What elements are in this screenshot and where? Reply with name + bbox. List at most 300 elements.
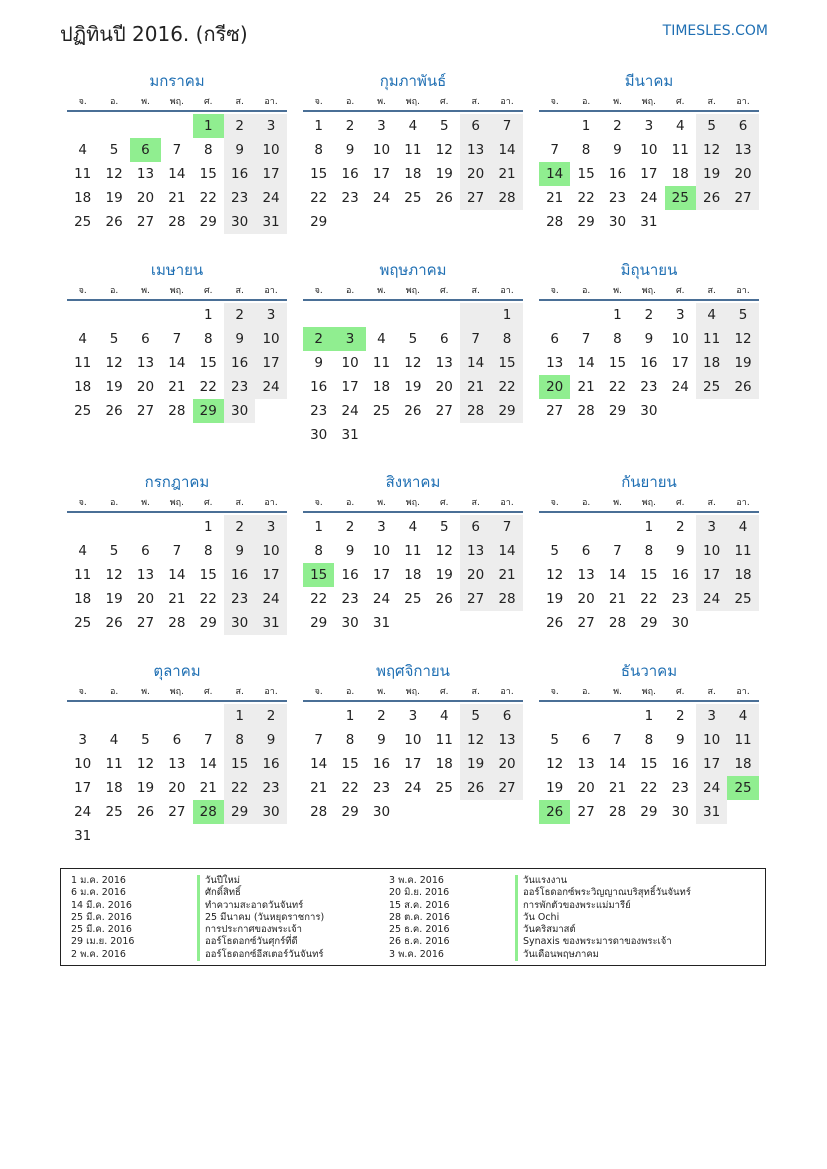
day-cell: 24 <box>255 375 286 399</box>
legend-date: 3 พ.ค. 2016 <box>389 875 444 886</box>
day-cell: 29 <box>341 804 359 820</box>
day-cell: 16 <box>671 756 689 772</box>
day-cell: 31 <box>640 214 658 230</box>
day-cell: 17 <box>640 166 658 182</box>
empty-cell <box>665 210 696 234</box>
day-cell: 4 <box>408 118 418 134</box>
day-cell: 5 <box>109 142 119 158</box>
day-cell: 13 <box>546 355 564 371</box>
day-cell: 25 <box>372 403 391 419</box>
weekday-header <box>303 684 523 702</box>
day-cell: 30 <box>224 210 255 234</box>
legend-row <box>71 912 324 924</box>
legend-row <box>71 949 324 961</box>
day-cell: 25 <box>435 780 453 796</box>
day-cell: 7 <box>491 114 522 138</box>
day-cell: 1 <box>203 307 213 323</box>
day-cell: 16 <box>310 379 328 395</box>
day-cell: 28 <box>546 214 564 230</box>
weekday-label: พ. <box>613 286 622 296</box>
day-cell: 17 <box>404 756 422 772</box>
day-cell: 24 <box>372 591 391 607</box>
empty-cell <box>334 210 365 234</box>
weekday-label: พ. <box>613 687 622 697</box>
day-cell: 25 <box>74 214 92 230</box>
legend-holiday-name: ออร์โธดอกซ์อีสเตอร์วันจันทร์ <box>197 949 323 961</box>
day-cell: 3 <box>255 515 286 539</box>
day-cell: 31 <box>372 615 391 631</box>
weekday-header <box>539 94 759 112</box>
weekday-label: พฤ. <box>405 687 420 697</box>
day-cell: 18 <box>74 379 92 395</box>
weekday-header <box>539 283 759 301</box>
day-cell: 31 <box>255 611 286 635</box>
day-cell: 11 <box>74 355 92 371</box>
day-cell: 19 <box>435 567 453 583</box>
empty-cell <box>539 303 570 327</box>
month-block <box>539 660 759 824</box>
day-cell: 17 <box>255 351 286 375</box>
empty-cell <box>193 824 224 848</box>
day-cell: 5 <box>550 732 559 748</box>
weekday-label: อา. <box>500 687 514 697</box>
day-cell: 7 <box>460 327 491 351</box>
empty-cell <box>570 704 601 728</box>
weekday-label: ส. <box>471 97 480 107</box>
empty-cell <box>193 704 224 728</box>
day-cell: 26 <box>105 214 123 230</box>
empty-cell <box>539 114 570 138</box>
day-cell: 7 <box>550 142 559 158</box>
legend-holiday-name: ทำความสะอาดวันจันทร์ <box>197 900 303 912</box>
empty-cell <box>539 704 570 728</box>
weekday-label: ศ. <box>675 687 685 697</box>
weekday-label: ศ. <box>203 687 213 697</box>
weekday-label: พฤ. <box>641 97 656 107</box>
weekday-label: ส. <box>707 687 716 697</box>
day-cell: 26 <box>460 776 491 800</box>
legend-date: 14 มี.ค. 2016 <box>71 899 132 911</box>
empty-cell <box>161 303 192 327</box>
day-cell: 29 <box>577 214 595 230</box>
legend-date: 25 มี.ค. 2016 <box>71 924 132 936</box>
empty-cell <box>255 399 286 423</box>
day-cell: 20 <box>136 190 155 206</box>
day-cell: 27 <box>136 403 155 419</box>
day-cell: 20 <box>491 752 522 776</box>
day-cell: 18 <box>74 591 92 607</box>
empty-cell <box>491 423 522 447</box>
weekday-label: พฤ. <box>405 498 420 508</box>
legend-holiday-name: 25 มีนาคม (วันหยุดราชการ) <box>197 912 324 924</box>
day-cell: 22 <box>577 190 595 206</box>
day-cell: 14 <box>310 756 328 772</box>
day-cell: 26 <box>546 615 564 631</box>
weekday-label: ส. <box>707 97 716 107</box>
day-cell: 15 <box>608 355 627 371</box>
day-cell: 19 <box>435 166 453 182</box>
legend-holiday-name: ออร์โธดอกซ์พระวิญญาณบริสุทธิ์วันจันทร์ <box>515 887 691 899</box>
day-cell: 24 <box>404 780 422 796</box>
month-block <box>539 70 759 234</box>
weekday-label: อา. <box>736 97 750 107</box>
day-cell: 20 <box>168 780 186 796</box>
legend-holiday-name: วัน Ochi <box>515 912 559 924</box>
day-cell: 12 <box>460 728 491 752</box>
day-cell: 5 <box>109 543 119 559</box>
legend-row <box>389 949 691 961</box>
day-grid <box>303 114 523 234</box>
day-cell: 17 <box>671 355 689 371</box>
day-cell: 1 <box>203 519 213 535</box>
empty-cell <box>397 210 428 234</box>
weekday-label: อา. <box>264 498 278 508</box>
day-cell: 2 <box>675 519 685 535</box>
weekday-header <box>303 283 523 301</box>
day-cell: 21 <box>577 379 595 395</box>
page-title: ปฏิทินปี 2016. (กรีซ) <box>60 22 248 46</box>
day-cell: 13 <box>577 567 595 583</box>
day-cell: 19 <box>460 752 491 776</box>
weekday-label: ส. <box>471 498 480 508</box>
weekday-label: อ. <box>345 286 355 296</box>
day-cell: 12 <box>546 756 564 772</box>
day-cell: 4 <box>727 515 758 539</box>
day-cell: 11 <box>435 732 453 748</box>
day-cell: 2 <box>345 118 355 134</box>
day-cell: 19 <box>105 190 123 206</box>
day-cell: 9 <box>224 539 255 563</box>
weekday-label: ศ. <box>675 286 685 296</box>
day-cell: 26 <box>404 403 422 419</box>
legend-row <box>389 924 691 936</box>
day-cell: 27 <box>168 804 186 820</box>
empty-cell <box>98 303 129 327</box>
day-cell: 22 <box>608 379 627 395</box>
month-name: ตุลาคม <box>153 662 201 680</box>
day-grid <box>539 515 759 635</box>
day-cell: 11 <box>74 166 92 182</box>
day-cell: 1 <box>224 704 255 728</box>
empty-cell <box>570 515 601 539</box>
empty-cell <box>727 399 758 423</box>
empty-cell <box>334 303 365 327</box>
day-cell: 30 <box>224 399 255 423</box>
day-cell: 7 <box>491 515 522 539</box>
empty-cell <box>460 800 491 824</box>
weekday-label: พฤ. <box>405 97 420 107</box>
day-cell: 13 <box>460 138 491 162</box>
day-cell: 10 <box>404 732 422 748</box>
day-cell: 11 <box>105 756 123 772</box>
day-cell: 16 <box>372 756 391 772</box>
day-cell: 21 <box>491 162 522 186</box>
month-block <box>303 259 523 447</box>
day-cell: 24 <box>671 379 689 395</box>
weekday-label: อ. <box>109 286 119 296</box>
day-cell: 23 <box>608 190 627 206</box>
day-cell: 16 <box>224 162 255 186</box>
day-cell: 8 <box>644 732 654 748</box>
day-cell: 29 <box>199 214 217 230</box>
day-cell: 21 <box>199 780 217 796</box>
legend-row <box>389 887 691 899</box>
day-cell: 21 <box>168 379 186 395</box>
day-cell: 18 <box>696 351 727 375</box>
day-cell: 10 <box>696 728 727 752</box>
empty-cell <box>161 114 192 138</box>
day-cell: 27 <box>136 214 155 230</box>
day-cell: 8 <box>203 331 213 347</box>
legend-date: 15 ส.ค. 2016 <box>389 899 450 911</box>
weekday-header <box>67 495 287 513</box>
day-cell: 6 <box>460 515 491 539</box>
day-cell: 29 <box>310 214 328 230</box>
empty-cell <box>98 824 129 848</box>
day-cell: 27 <box>460 587 491 611</box>
day-cell: 25 <box>74 403 92 419</box>
day-cell: 13 <box>136 567 155 583</box>
day-cell: 6 <box>172 732 182 748</box>
empty-cell <box>161 515 192 539</box>
day-cell: 28 <box>491 186 522 210</box>
day-cell: 27 <box>460 186 491 210</box>
day-cell: 1 <box>644 708 654 724</box>
legend-holiday-name: การพักตัวของพระแม่มารีย์ <box>515 900 631 912</box>
day-cell: 6 <box>130 138 161 162</box>
day-cell: 4 <box>78 331 87 347</box>
day-cell: 17 <box>255 563 286 587</box>
empty-cell <box>696 210 727 234</box>
day-cell: 27 <box>435 403 453 419</box>
legend-date: 1 ม.ค. 2016 <box>71 875 126 886</box>
weekday-label: ส. <box>471 687 480 697</box>
legend-date: 6 ม.ค. 2016 <box>71 887 126 899</box>
day-cell: 30 <box>372 804 391 820</box>
legend-holiday-name: การประกาศของพระเจ้า <box>197 924 302 936</box>
weekday-label: จ. <box>550 498 559 508</box>
weekday-label: จ. <box>78 498 87 508</box>
day-cell: 23 <box>671 780 689 796</box>
day-cell: 2 <box>303 327 334 351</box>
day-cell: 8 <box>203 142 213 158</box>
day-grid <box>67 114 287 234</box>
day-cell: 1 <box>644 519 654 535</box>
month-block <box>539 259 759 423</box>
weekday-label: พฤ. <box>641 687 656 697</box>
day-cell: 16 <box>224 563 255 587</box>
day-cell: 31 <box>74 828 92 844</box>
empty-cell <box>161 704 192 728</box>
day-cell: 29 <box>193 399 224 423</box>
empty-cell <box>696 611 727 635</box>
empty-cell <box>255 824 286 848</box>
day-cell: 26 <box>696 186 727 210</box>
legend-column <box>71 875 324 961</box>
day-cell: 18 <box>105 780 123 796</box>
day-cell: 23 <box>255 776 286 800</box>
day-cell: 4 <box>377 331 386 347</box>
day-cell: 21 <box>310 780 328 796</box>
weekday-label: จ. <box>78 286 87 296</box>
weekday-header <box>539 495 759 513</box>
day-cell: 23 <box>372 780 391 796</box>
weekday-label: จ. <box>314 687 323 697</box>
day-cell: 21 <box>168 190 186 206</box>
day-cell: 16 <box>224 351 255 375</box>
weekday-header <box>539 684 759 702</box>
legend-date: 25 มี.ค. 2016 <box>71 911 132 923</box>
empty-cell <box>366 210 397 234</box>
day-cell: 11 <box>727 728 758 752</box>
day-cell: 21 <box>491 563 522 587</box>
weekday-label: พ. <box>377 97 386 107</box>
weekday-label: ส. <box>707 286 716 296</box>
day-cell: 15 <box>640 567 658 583</box>
day-cell: 24 <box>74 804 92 820</box>
day-cell: 16 <box>255 752 286 776</box>
day-cell: 9 <box>377 732 386 748</box>
day-cell: 11 <box>727 539 758 563</box>
day-cell: 9 <box>644 331 654 347</box>
day-grid <box>539 114 759 234</box>
day-cell: 13 <box>727 138 758 162</box>
empty-cell <box>539 515 570 539</box>
day-cell: 18 <box>671 166 689 182</box>
weekday-label: อา. <box>736 498 750 508</box>
day-cell: 8 <box>491 327 522 351</box>
day-cell: 31 <box>696 800 727 824</box>
day-cell: 27 <box>727 186 758 210</box>
legend-holiday-name: Synaxis ของพระมารดาของพระเจ้า <box>515 936 672 948</box>
day-cell: 14 <box>168 567 186 583</box>
weekday-label: พฤ. <box>169 687 184 697</box>
day-cell: 26 <box>435 591 453 607</box>
day-cell: 8 <box>314 543 323 559</box>
day-cell: 18 <box>74 190 92 206</box>
empty-cell <box>67 515 98 539</box>
empty-cell <box>303 303 334 327</box>
empty-cell <box>491 210 522 234</box>
day-cell: 20 <box>460 162 491 186</box>
month-block <box>67 471 287 635</box>
weekday-label: อา. <box>500 286 514 296</box>
day-cell: 26 <box>105 403 123 419</box>
day-cell: 8 <box>581 142 591 158</box>
day-cell: 21 <box>460 375 491 399</box>
month-name: พฤษภาคม <box>379 261 447 279</box>
legend-holiday-name: วันคริสมาสต์ <box>515 924 576 936</box>
weekday-label: ศ. <box>203 286 213 296</box>
weekday-label: อ. <box>581 286 591 296</box>
day-cell: 30 <box>255 800 286 824</box>
day-cell: 3 <box>644 118 654 134</box>
day-cell: 27 <box>577 804 595 820</box>
day-cell: 23 <box>671 591 689 607</box>
weekday-label: อ. <box>109 687 119 697</box>
day-cell: 25 <box>727 776 758 800</box>
day-cell: 23 <box>640 379 658 395</box>
day-cell: 22 <box>199 379 217 395</box>
day-grid <box>303 303 523 447</box>
site-link[interactable]: TIMESLES.COM <box>662 23 768 39</box>
day-cell: 22 <box>310 591 328 607</box>
month-block <box>67 70 287 234</box>
day-cell: 29 <box>640 804 658 820</box>
day-cell: 16 <box>341 166 359 182</box>
empty-cell <box>397 800 428 824</box>
day-cell: 25 <box>696 375 727 399</box>
day-cell: 11 <box>671 142 689 158</box>
day-cell: 28 <box>608 615 627 631</box>
weekday-header <box>67 283 287 301</box>
day-cell: 7 <box>581 331 591 347</box>
empty-cell <box>460 611 491 635</box>
day-grid <box>303 515 523 635</box>
day-cell: 15 <box>224 752 255 776</box>
weekday-label: อ. <box>345 687 355 697</box>
weekday-header <box>67 684 287 702</box>
day-cell: 3 <box>696 704 727 728</box>
day-cell: 25 <box>665 186 696 210</box>
day-cell: 2 <box>224 515 255 539</box>
weekday-label: จ. <box>314 97 323 107</box>
day-cell: 22 <box>640 591 658 607</box>
month-block <box>67 660 287 848</box>
empty-cell <box>130 303 161 327</box>
day-cell: 6 <box>141 331 150 347</box>
weekday-label: อ. <box>109 498 119 508</box>
day-cell: 12 <box>105 567 123 583</box>
day-cell: 18 <box>372 379 391 395</box>
day-cell: 22 <box>199 591 217 607</box>
day-cell: 29 <box>640 615 658 631</box>
weekday-label: พ. <box>613 498 622 508</box>
legend-date: 25 ธ.ค. 2016 <box>389 924 450 936</box>
day-grid <box>303 704 523 824</box>
day-cell: 5 <box>439 118 449 134</box>
day-cell: 29 <box>199 615 217 631</box>
weekday-label: อ. <box>345 97 355 107</box>
day-grid <box>539 704 759 824</box>
day-cell: 13 <box>136 355 155 371</box>
day-cell: 30 <box>671 615 689 631</box>
day-cell: 18 <box>435 756 453 772</box>
empty-cell <box>130 114 161 138</box>
legend-row <box>389 936 691 948</box>
day-cell: 4 <box>675 118 685 134</box>
day-cell: 8 <box>224 728 255 752</box>
month-block <box>303 471 523 635</box>
day-cell: 4 <box>727 704 758 728</box>
day-cell: 9 <box>345 142 355 158</box>
month-name: กุมภาพันธ์ <box>379 72 447 90</box>
legend-date: 3 พ.ค. 2016 <box>389 948 444 960</box>
day-cell: 22 <box>640 780 658 796</box>
day-cell: 15 <box>303 563 334 587</box>
weekday-label: อา. <box>264 687 278 697</box>
day-cell: 6 <box>439 331 449 347</box>
empty-cell <box>366 423 397 447</box>
day-cell: 1 <box>314 118 323 134</box>
day-cell: 6 <box>141 543 150 559</box>
day-cell: 28 <box>608 804 627 820</box>
month-name: มิถุนายน <box>620 261 678 279</box>
day-cell: 4 <box>78 543 87 559</box>
day-cell: 25 <box>74 615 92 631</box>
day-cell: 8 <box>613 331 622 347</box>
empty-cell <box>429 800 460 824</box>
